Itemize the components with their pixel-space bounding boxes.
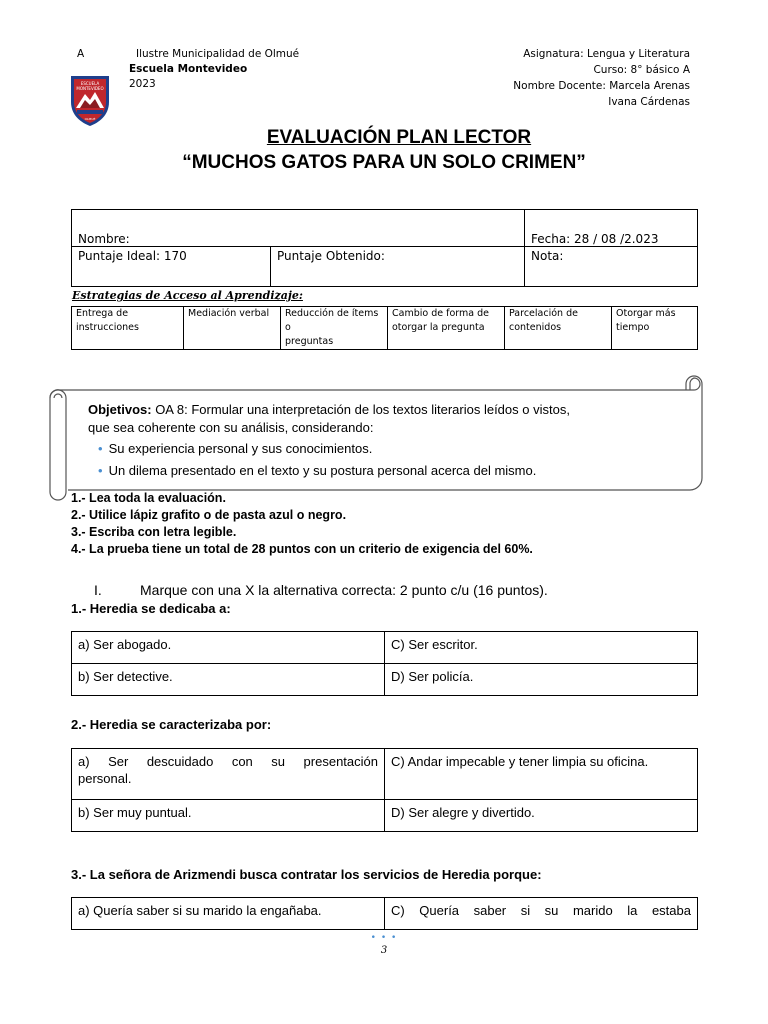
name-field[interactable]: Nombre: — [72, 210, 525, 247]
option-c[interactable]: C) Quería saber si su marido la estaba — [385, 898, 698, 930]
student-info-table — [71, 209, 698, 287]
municipality-name: Ilustre Municipalidad de Olmué — [136, 48, 300, 60]
school-logo — [68, 72, 112, 128]
objective-bullet: • Un dilema presentado en el texto y su postura personal acerca del mismo. — [98, 463, 537, 478]
option-b[interactable]: b) Ser muy puntual. — [72, 800, 385, 832]
strategy-item: Mediación verbal — [184, 307, 281, 350]
option-a[interactable]: a) Quería saber si su marido la engañaba. — [72, 898, 385, 930]
page-number: 3 — [380, 945, 388, 956]
obtained-score-field[interactable]: Puntaje Obtenido: — [271, 247, 525, 287]
page-dots: • • • — [370, 933, 398, 943]
logo-middle-text: MONTEVIDEO — [76, 86, 104, 91]
section-numeral: I. — [94, 582, 102, 598]
page-subtitle: “MUCHOS GATOS PARA UN SOLO CRIMEN” — [182, 152, 586, 173]
logo-bottom-text: OLMUÉ — [84, 117, 96, 121]
question-2: 2.- Heredia se caracterizaba por: — [71, 717, 272, 732]
objectives-text-2: que sea coherente con su análisis, considerando: — [88, 420, 374, 435]
ideal-score: Puntaje Ideal: 170 — [72, 247, 271, 287]
strategy-item: Entrega de instrucciones — [72, 307, 184, 350]
school-name: Escuela Montevideo — [129, 63, 248, 75]
instruction-3: 3.- Escriba con letra legible. — [71, 525, 237, 539]
section-instructions: Marque con una X la alternativa correcta: 2 punto c/u (16 puntos). — [140, 582, 548, 598]
strategy-item: Parcelación de contenidos — [505, 307, 612, 350]
strategies-table — [71, 306, 698, 350]
question-2-options — [71, 748, 698, 832]
strategy-item: Reducción de ítems o preguntas — [281, 307, 388, 350]
instruction-2: 2.- Utilice lápiz grafito o de pasta azul o negro. — [71, 508, 347, 522]
option-d[interactable]: D) Ser policía. — [385, 664, 698, 696]
school-year: 2023 — [129, 78, 156, 90]
teacher-line-2: Ivana Cárdenas — [608, 96, 690, 108]
teacher-line: Nombre Docente: Marcela Arenas — [513, 80, 690, 92]
strategy-item: Otorgar más tiempo — [612, 307, 698, 350]
objective-bullet: • Su experiencia personal y sus conocimientos. — [98, 441, 373, 456]
subject-line: Asignatura: Lengua y Literatura — [523, 48, 690, 60]
question-1-options — [71, 631, 698, 696]
question-1: 1.- Heredia se dedicaba a: — [71, 601, 231, 616]
objectives-label: Objetivos: — [88, 402, 152, 417]
strategy-item: Cambio de forma de otorgar la pregunta — [388, 307, 505, 350]
instruction-1: 1.- Lea toda la evaluación. — [71, 491, 226, 505]
option-b[interactable]: b) Ser detective. — [72, 664, 385, 696]
option-d[interactable]: D) Ser alegre y divertido. — [385, 800, 698, 832]
question-3: 3.- La señora de Arizmendi busca contratar los servicios de Heredia porque: — [71, 867, 542, 882]
question-3-options — [71, 897, 698, 930]
logo-top-text: ESCUELA — [80, 81, 100, 86]
option-a[interactable]: a) Ser descuidado con su presentación personal. — [72, 749, 385, 800]
course-line: Curso: 8° básico A — [593, 64, 690, 76]
page-title: EVALUACIÓN PLAN LECTOR — [266, 127, 532, 148]
option-a[interactable]: a) Ser abogado. — [72, 632, 385, 664]
objectives-text: Objetivos: OA 8: Formular una interpretación de los textos literarios leídos o vistos, — [88, 402, 570, 417]
grade-field[interactable]: Nota: — [525, 247, 698, 287]
instruction-4: 4.- La prueba tiene un total de 28 puntos con un criterio de exigencia del 60%. — [71, 542, 533, 556]
option-c[interactable]: C) Ser escritor. — [385, 632, 698, 664]
corner-letter: A — [77, 48, 85, 60]
strategies-title: Estrategias de Acceso al Aprendizaje: — [72, 289, 303, 302]
date-field: Fecha: 28 / 08 /2.023 — [525, 210, 698, 247]
option-c[interactable]: C) Andar impecable y tener limpia su oficina. — [385, 749, 698, 800]
